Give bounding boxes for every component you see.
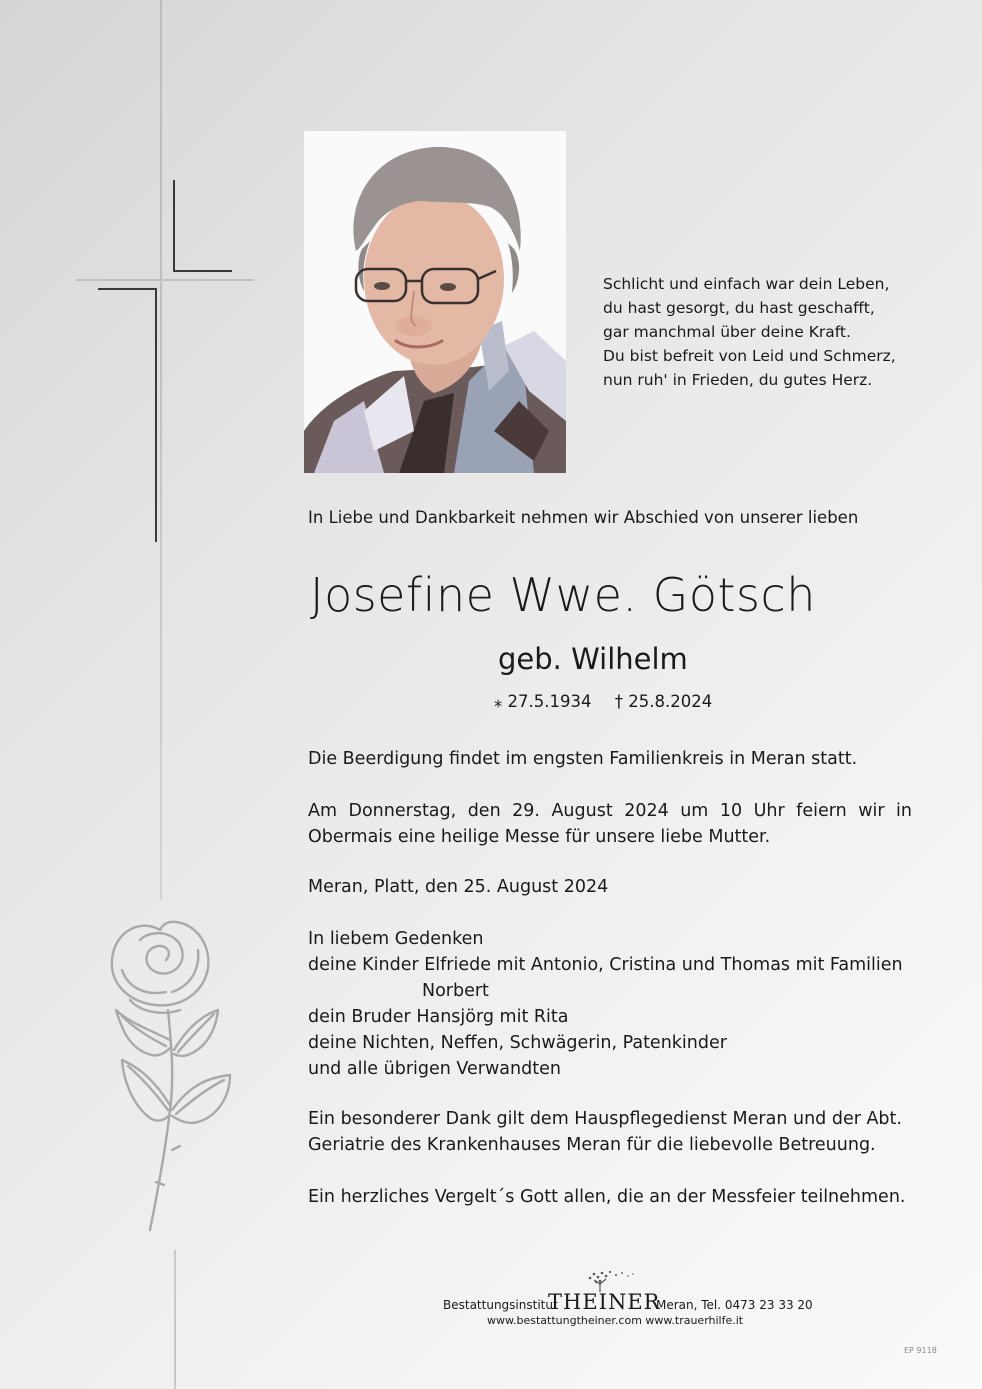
deceased-name: Josefine Wwe. Götsch bbox=[310, 568, 816, 622]
cross-light-horizontal bbox=[76, 279, 254, 281]
poem-line: gar manchmal über deine Kraft. bbox=[603, 323, 851, 341]
intro-text: In Liebe und Dankbarkeit nehmen wir Abschied von unserer lieben bbox=[308, 508, 859, 527]
rose-icon bbox=[100, 910, 260, 1240]
mourners-relatives: deine Nichten, Neffen, Schwägerin, Patenkinder bbox=[308, 1033, 727, 1053]
template-code: EP 9118 bbox=[904, 1346, 937, 1355]
place-date: Meran, Platt, den 25. August 2024 bbox=[308, 877, 609, 897]
mourners-children-extra: Norbert bbox=[422, 981, 489, 1001]
portrait-illustration bbox=[304, 131, 566, 473]
portrait-photo bbox=[304, 131, 566, 473]
death-date: † 25.8.2024 bbox=[614, 692, 713, 711]
cross-dark-horizontal-right bbox=[173, 270, 232, 272]
cross-dark-horizontal-left bbox=[98, 288, 157, 290]
cross-bottom-vertical bbox=[174, 1250, 176, 1389]
poem-line: nun ruh' in Frieden, du gutes Herz. bbox=[603, 371, 873, 389]
funeral-note: Die Beerdigung findet im engsten Familienkreis in Meran statt. bbox=[308, 749, 858, 769]
mourners-children: deine Kinder Elfriede mit Antonio, Cristina und Thomas mit Familien bbox=[308, 955, 903, 975]
birth-date: ⁎ 27.5.1934 bbox=[494, 692, 592, 711]
footer-logo: THEINER bbox=[548, 1290, 661, 1314]
cross-upper-vertical bbox=[173, 180, 175, 272]
maiden-name: geb. Wilhelm bbox=[498, 642, 688, 676]
footer-websites: www.bestattungtheiner.com www.trauerhilfe.it bbox=[487, 1314, 744, 1327]
poem-line: Du bist befreit von Leid und Schmerz, bbox=[603, 347, 896, 365]
tree-logo-icon bbox=[580, 1268, 636, 1292]
poem-line: Schlicht und einfach war dein Leben, bbox=[603, 275, 890, 293]
thanks-note: Ein besonderer Dank gilt dem Hauspflegedienst Meran und der Abt. Geriatrie des Krankenhauses Meran für die liebevolle Betreuung. bbox=[308, 1109, 902, 1155]
mourners-list bbox=[308, 926, 912, 1082]
mourners-brother: dein Bruder Hansjörg mit Rita bbox=[308, 1007, 569, 1027]
footer-contact: Meran, Tel. 0473 23 33 20 bbox=[656, 1298, 813, 1312]
mass-note: Am Donnerstag, den 29. August 2024 um 10 Uhr feiern wir in Obermais eine heilige Messe für unsere liebe Mutter. bbox=[308, 801, 912, 847]
poem-line: du hast gesorgt, du hast geschafft, bbox=[603, 299, 875, 317]
closing-note: Ein herzliches Vergelt´s Gott allen, die an der Messfeier teilnehmen. bbox=[308, 1187, 906, 1207]
mourners-heading: In liebem Gedenken bbox=[308, 929, 484, 949]
cross-dark-vertical bbox=[155, 288, 157, 542]
footer-institute: Bestattungsinstitut bbox=[443, 1298, 558, 1312]
life-dates bbox=[494, 692, 730, 711]
cross-long-vertical bbox=[160, 0, 162, 900]
poem bbox=[603, 272, 943, 392]
mourners-others: und alle übrigen Verwandten bbox=[308, 1059, 561, 1079]
